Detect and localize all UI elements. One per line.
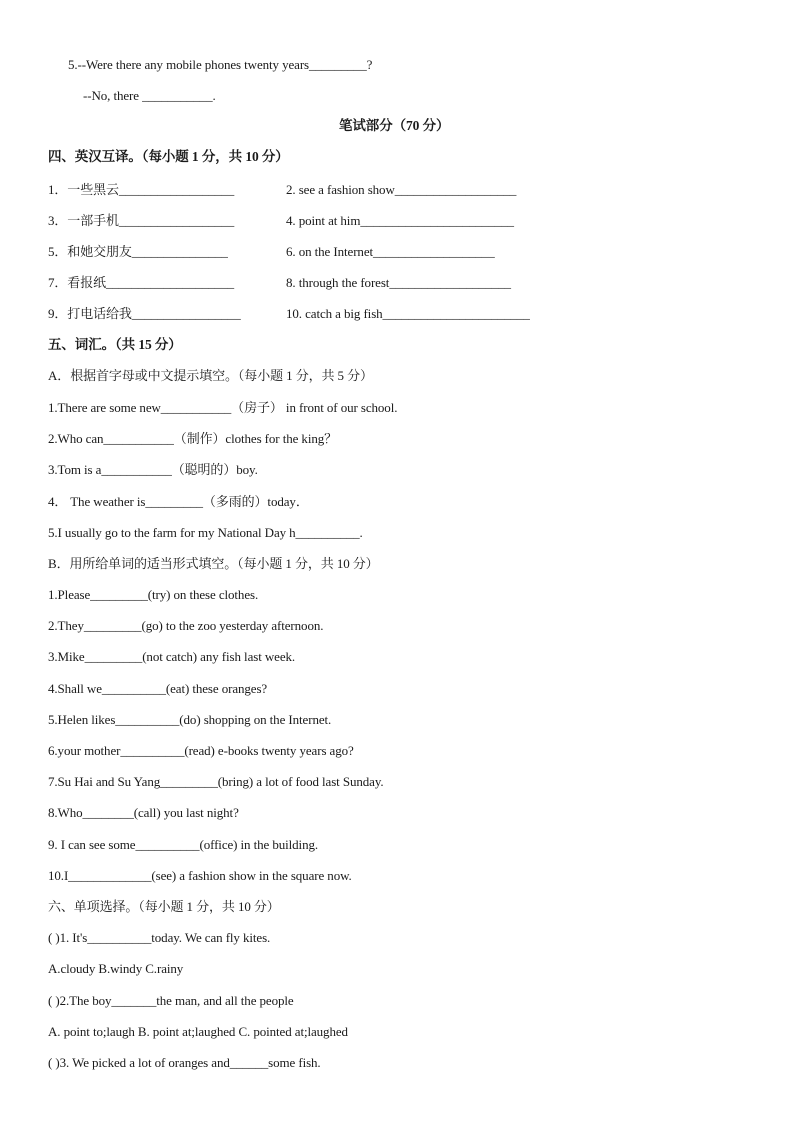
s5-partB-2: 2.They_________(go) to the zoo yesterday afternoon. — [48, 618, 324, 633]
s5-partB-9: 9. I can see some__________(office) in the building. — [48, 837, 319, 852]
s5-partB-10: 10.I_____________(see) a fashion show in the square now. — [48, 868, 352, 883]
written-part-title: 笔试部分（70 分） — [339, 118, 450, 133]
s5-partB-3: 3.Mike_________(not catch) any fish last week. — [48, 649, 296, 664]
s6-line-3: ( )2.The boy_______the man, and all the people — [48, 993, 294, 1008]
s6-line-1: ( )1. It's__________today. We can fly kites. — [48, 930, 271, 945]
s5-partA-4: 4． The weather is_________（多雨的）today． — [48, 494, 309, 509]
s4-item-2: 2. see a fashion show___________________ — [286, 182, 517, 197]
s6-line-5: ( )3. We picked a lot of oranges and______some fish. — [48, 1055, 321, 1070]
s4-item-3: 3．一部手机__________________ — [48, 213, 235, 228]
s5-partB-7: 7.Su Hai and Su Yang_________(bring) a lot of food last Sunday. — [48, 774, 384, 789]
s5-partA-5: 5.I usually go to the farm for my National Day h__________. — [48, 525, 363, 540]
s4-item-9: 9．打电话给我_________________ — [48, 306, 241, 321]
s4-item-10: 10. catch a big fish_______________________ — [286, 306, 530, 321]
s4-item-8: 8. through the forest___________________ — [286, 275, 511, 290]
s6-line-4: A. point to;laugh B. point at;laughed C. pointed at;laughed — [48, 1024, 348, 1039]
s5-partA-heading: A．根据首字母或中文提示填空。（每小题 1 分，共 5 分） — [48, 368, 373, 383]
section-6-heading: 六、单项选择。（每小题 1 分，共 10 分） — [48, 899, 280, 914]
s6-line-2: A.cloudy B.windy C.rainy — [48, 961, 184, 976]
s4-item-7: 7．看报纸____________________ — [48, 275, 235, 290]
section-5-heading: 五、词汇。（共 15 分） — [48, 337, 182, 352]
s5-partA-3: 3.Tom is a___________（聪明的）boy. — [48, 462, 258, 477]
s5-partA-1: 1.There are some new___________（房子） in front of our school. — [48, 400, 398, 415]
s5-partB-6: 6.your mother__________(read) e-books twenty years ago? — [48, 743, 354, 758]
s4-item-5: 5．和她交朋友_______________ — [48, 244, 228, 259]
s4-item-6: 6. on the Internet___________________ — [286, 244, 495, 259]
s5-partB-heading: B．用所给单词的适当形式填空。（每小题 1 分，共 10 分） — [48, 556, 379, 571]
s4-item-1: 1．一些黑云__________________ — [48, 182, 235, 197]
s5-partB-1: 1.Please_________(try) on these clothes. — [48, 587, 259, 602]
top-q5: 5.--Were there any mobile phones twenty years_________? — [68, 57, 373, 72]
top-q5-answer: --No, there ___________. — [83, 88, 216, 103]
s5-partA-2: 2.Who can___________（制作）clothes for the king？ — [48, 431, 338, 446]
s5-partB-5: 5.Helen likes__________(do) shopping on the Internet. — [48, 712, 332, 727]
s5-partB-8: 8.Who________(call) you last night? — [48, 805, 239, 820]
s5-partB-4: 4.Shall we__________(eat) these oranges? — [48, 681, 268, 696]
s4-item-4: 4. point at him________________________ — [286, 213, 514, 228]
section-4-heading: 四、英汉互译。（每小题 1 分，共 10 分） — [48, 149, 289, 164]
